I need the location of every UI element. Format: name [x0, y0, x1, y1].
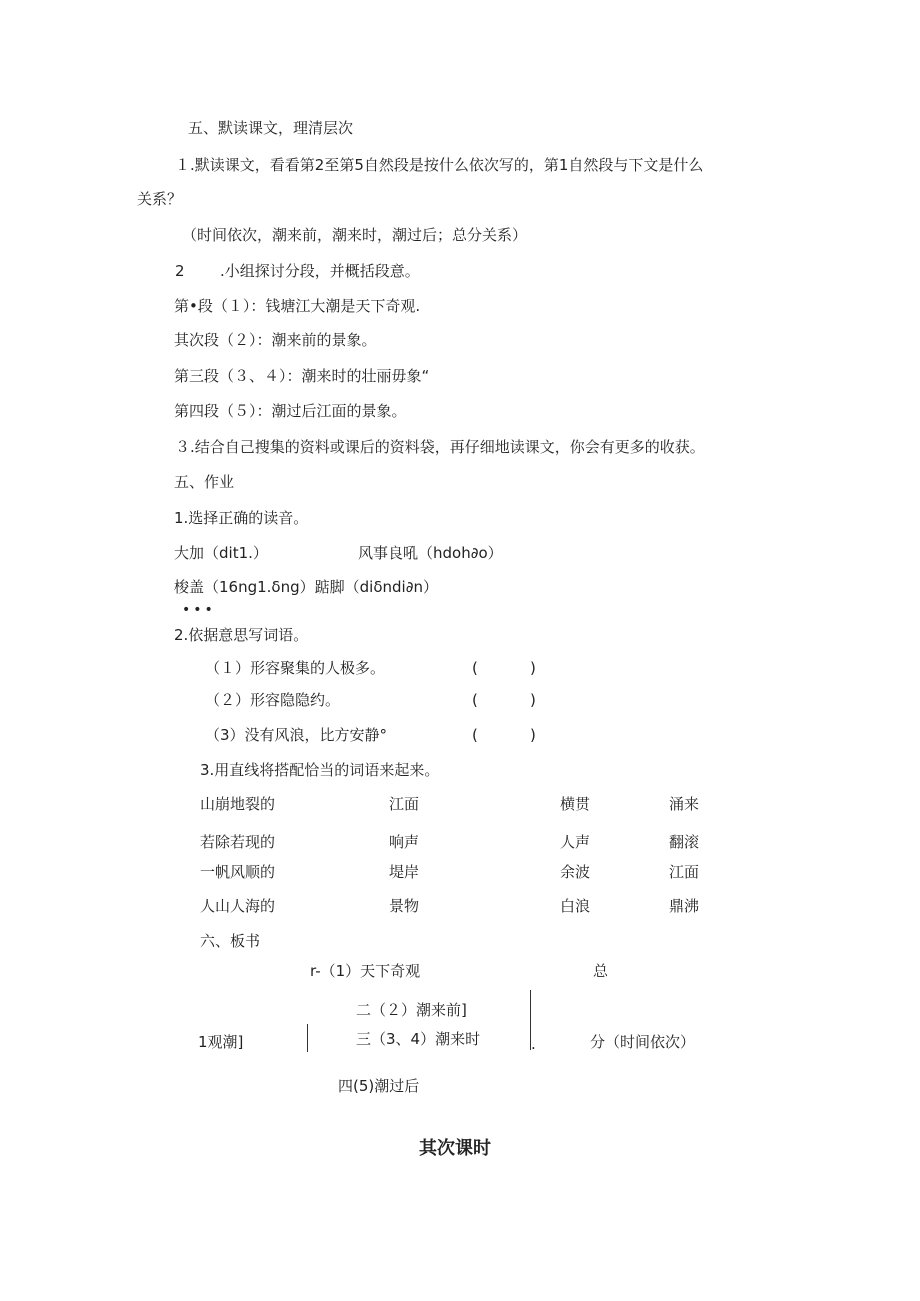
board-line-top: r-（1）天下奇观: [310, 962, 421, 980]
homework-heading: 五、作业: [174, 473, 235, 491]
word-prompt-1: （１）形容聚集的人极多。: [205, 659, 386, 677]
match-cell: 江面: [389, 795, 420, 813]
answer-paren-open: (: [472, 659, 478, 677]
emphasis-dots: •••: [182, 602, 216, 618]
match-cell: 横贯: [560, 795, 591, 813]
question-1-line-1: １.默读课文，看看第2至第5自然段是按什么依次写的，第1自然段与下文是什么: [175, 156, 704, 174]
board-zong: 总: [593, 962, 609, 980]
paragraph-4: 第四段（５）：潮过后江面的景象。: [174, 402, 407, 420]
answer-paren-close: ): [530, 659, 536, 677]
word-prompt-2: （２）形容隐隐约。: [205, 691, 341, 709]
question-1-line-2: 关系？: [137, 190, 183, 208]
question-3: ３.结合自己搜集的资料或课后的资料袋，再仔细地读课文，你会有更多的收获。: [175, 438, 705, 456]
board-line-4: 四(5)潮过后: [338, 1077, 420, 1095]
match-cell: 一帆风顺的: [200, 863, 276, 881]
paragraph-1: 第•段（１）：钱塘江大潮是天下奇观.: [174, 297, 421, 315]
match-cell: 景物: [389, 897, 420, 915]
homework-q2: 2.依据意思写词语。: [174, 626, 309, 644]
match-cell: 鼎沸: [669, 897, 700, 915]
board-heading: 六、板书: [200, 932, 261, 950]
match-cell: 人声: [560, 833, 591, 851]
match-cell: 涌来: [669, 795, 700, 813]
question-2-number: 2: [175, 262, 185, 280]
pinyin-row-2: 梭盖（16ng1.δng）踮脚（diδndi∂n）: [174, 578, 438, 596]
homework-q1: 1.选择正确的读音。: [174, 509, 309, 527]
board-left-title: 1观潮]: [198, 1033, 244, 1051]
board-divider-left: [307, 1024, 308, 1052]
match-cell: 江面: [669, 863, 700, 881]
paragraph-3: 第三段（３、４）：潮来时的壮丽毋象“: [174, 367, 430, 385]
pinyin-row-1-b: 风事良吼（hdoh∂o）: [358, 544, 503, 562]
match-cell: 山崩地裂的: [200, 795, 276, 813]
homework-q3: 3.用直线将搭配恰当的词语来起来。: [200, 761, 440, 779]
match-cell: 白浪: [560, 897, 591, 915]
question-1-answer: （时间依次，潮来前，潮来时，潮过后；总分关系）: [182, 226, 528, 244]
board-line-2: 二（２）潮来前]: [356, 1001, 467, 1019]
answer-paren-open: (: [472, 691, 478, 709]
match-cell: 人山人海的: [200, 897, 276, 915]
answer-paren-open: (: [472, 726, 478, 744]
question-2-text: .小组探讨分段，并概括段意。: [220, 262, 420, 280]
pinyin-row-1-a: 大加（dit1.）: [174, 544, 268, 562]
match-cell: 若除若现的: [200, 833, 276, 851]
paragraph-2: 其次段（２）：潮来前的景象。: [174, 331, 377, 349]
next-lesson-title: 其次课时: [419, 1138, 491, 1159]
match-cell: 翻滚: [669, 833, 700, 851]
answer-paren-close: ): [530, 691, 536, 709]
match-cell: 堤岸: [389, 863, 420, 881]
section-heading-reading: 五、默读课文，理清层次: [188, 119, 354, 137]
answer-paren-close: ): [530, 726, 536, 744]
match-cell: 余波: [560, 863, 591, 881]
word-prompt-3: （3）没有风浪，比方安静°: [205, 726, 388, 744]
match-cell: 响声: [389, 833, 420, 851]
board-fen: 分（时间依次）: [590, 1033, 696, 1051]
board-line-3: 三（3、4）潮来时: [356, 1030, 481, 1048]
board-dot: .: [531, 1035, 536, 1053]
